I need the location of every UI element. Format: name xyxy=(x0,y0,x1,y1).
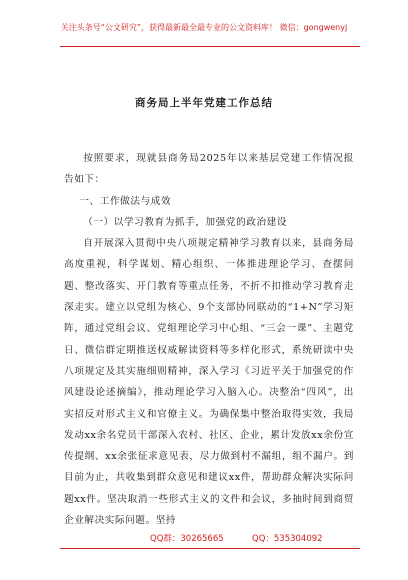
document-title: 商务局上半年党建工作总结 xyxy=(135,97,273,109)
footer-contact xyxy=(0,532,408,552)
intro-paragraph: 按照要求，现就县商务局2025年以来基层党建工作情况报告如下： xyxy=(64,153,354,186)
subsection-heading: （一）以学习教育为抓手，加强党的政治建设 xyxy=(83,216,288,228)
qq-number: QQ：535304092 xyxy=(252,534,323,544)
section-heading: 一、工作做法与成效 xyxy=(79,195,172,207)
footer-divider xyxy=(60,548,360,549)
header-notice: 关注头条号“公文研究”，获得最新最全最专业的公文资料库！ 微信：gongwenyj xyxy=(60,23,348,32)
body-paragraph: 自开展深入贯彻中央八项规定精神学习教育以来，县商务局高度重视，科学谋划、精心组织、一体推进理论学习、查摆问题、整改落实、开门教育等重点任务，不折不扣推动学习教育走深走实。建立以党组为核心、9个支部协同联动的“1+N”学习矩阵，通过党组会议、党组理论学习中心组、“三会一课”、主题党日、微信群定期推送权威解读资料等多样化形式，系统研读中央八项规定及其实施细则精神，深入学习《习近平关于加强党的作风建设论述摘编》，推动理论学习入脑入心。决整治“四风”，出实招反对形式主义和官僚主义。为确保集中整治取得实效，我局发动xx余名党员干部深入农村、社区、企业，累计发放xx余份宣传提纲、xx余张征求意见表，尽力做到村不漏组，组不漏户。到目前为止，共收集到群众意见和建议xx件，帮助群众解决实际问题xx件。坚决取消一些形式主义的文件和会议，多抽时间到商贸企业解决实际问题。坚持 xyxy=(64,238,354,527)
document-body xyxy=(64,148,354,531)
header-divider xyxy=(60,46,360,47)
qq-group-number: QQ群：30265665 xyxy=(150,534,224,544)
